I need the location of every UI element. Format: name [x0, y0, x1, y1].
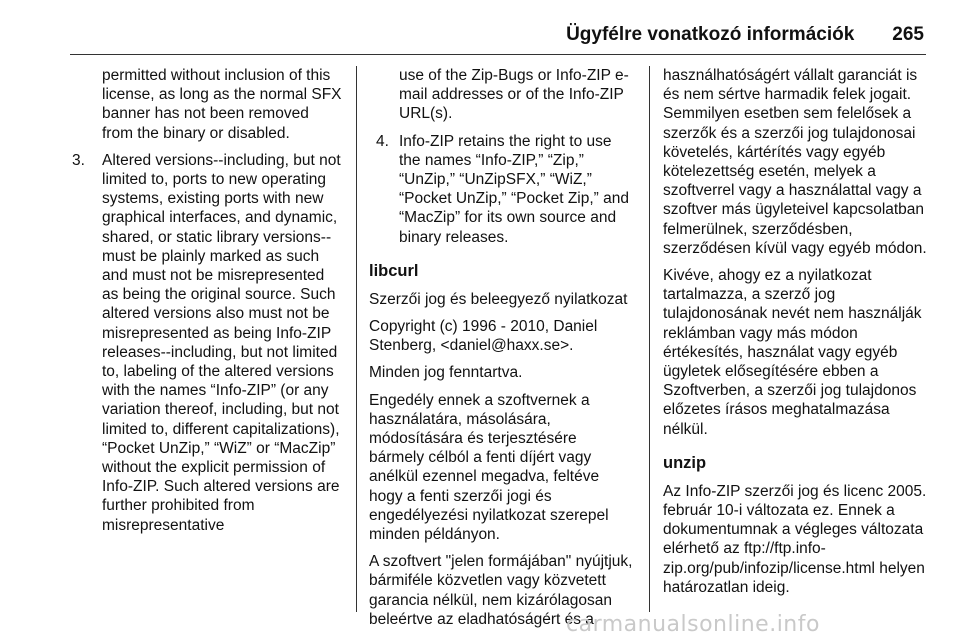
- continued-paragraph: permitted without inclusion of this license, as long as the normal SFX banner has not been removed from the binary or disabled.: [102, 67, 342, 142]
- header-rule: [70, 54, 926, 55]
- column-3: [663, 66, 931, 605]
- paragraph: Minden jog fenntartva.: [369, 364, 523, 382]
- list-number: 4.: [376, 132, 389, 150]
- column-2: [369, 66, 635, 637]
- watermark: carmanualsonline.info: [566, 612, 820, 637]
- continued-paragraph: use of the Zip-Bugs or Info-ZIP e-mail addresses or of the Info-ZIP URL(s).: [399, 67, 629, 123]
- column-divider-2: [649, 66, 650, 612]
- page-title: Ügyfélre vonatkozó információk: [566, 24, 855, 45]
- paragraph: Engedély ennek a szoftvernek a használatára, másolására, módosítására és terjesztésére bármely célból a fenti díjért vagy anélkül ezennel megadva, feltéve hogy a fenti szerzői jogi és engedélyezési nyilatkozat szerepel minden példányon.: [369, 391, 609, 544]
- paragraph: Kivéve, ahogy ez a nyilatkozat tartalmazza, a szerző jog tulajdonosának nevét nem használják reklámban vagy más módon értékesítés, használat vagy egyéb ügyletek elősegítésére ebben a Szoftverben, a szerzői jog tulajdonos előzetes írásos meghatalmazása nélkül.: [663, 267, 922, 438]
- section-heading-libcurl: libcurl: [369, 261, 419, 280]
- list-text: Info-ZIP retains the right to use the names “Info-ZIP,” “Zip,” “UnZip,” “UnZipSFX,” “WiZ,” “Pocket UnZip,” “Pocket Zip,” and “MacZip” for its own source and binary releases.: [399, 132, 629, 246]
- paragraph: Copyright (c) 1996 - 2010, Daniel Stenberg, <daniel@haxx.se>.: [369, 318, 598, 355]
- paragraph: A szoftvert "jelen formájában" nyújtjuk, bármiféle közvetlen vagy közvetett garancia nélkül, nem kizárólagosan beleértve az eladhatóságért és a: [369, 553, 633, 628]
- paragraph: Szerzői jog és beleegyező nyilatkozat: [369, 290, 628, 308]
- list-text: Altered versions--including, but not limited to, ports to new operating systems, existing ports with new graphical interfaces, and dynamic, shared, or static library versions--must be plainly marked as such and must not be misrepresented as being the original source. Such altered versions also must not be misrepresented as being Info-ZIP releases--including, but not limited to, labeling of the altered versions with the names “Info-ZIP” (or any variation thereof, including, but not limited to, different capitalizations), “Pocket UnZip,” “WiZ” or “MacZip” without the explicit permission of Info-ZIP. Such altered versions are further prohibited from misrepresentative: [102, 151, 341, 534]
- list-number: 3.: [72, 151, 85, 169]
- page-number: 265: [892, 24, 924, 45]
- section-heading-unzip: unzip: [663, 453, 707, 472]
- list-item-3: [72, 151, 344, 535]
- paragraph: Az Info-ZIP szerzői jog és licenc 2005. február 10-i változata ez. Ennek a dokumentumnak a végleges változata elérhető az ftp://ftp.info-zip.org/pub/infozip/license.html helyen határozatlan ideig.: [663, 482, 927, 596]
- list-item-4: [369, 132, 635, 247]
- column-divider-1: [356, 66, 357, 612]
- page-header: [0, 24, 924, 54]
- paragraph: használhatóságért vállalt garanciát is és nem sértve harmadik felek jogait. Semmilyen esetben sem felelősek a szerzők és a szerzői jog tulajdonosai követelés, kártérítés vagy egyéb kötelezettség esetén, melyek a szoftverrel vagy a használattal vagy a szoftver más ügyleteivel kapcsolatban felmerülnek, szerződésben, szerződésen kívül vagy egyéb módon.: [663, 67, 927, 257]
- column-1: [72, 66, 344, 543]
